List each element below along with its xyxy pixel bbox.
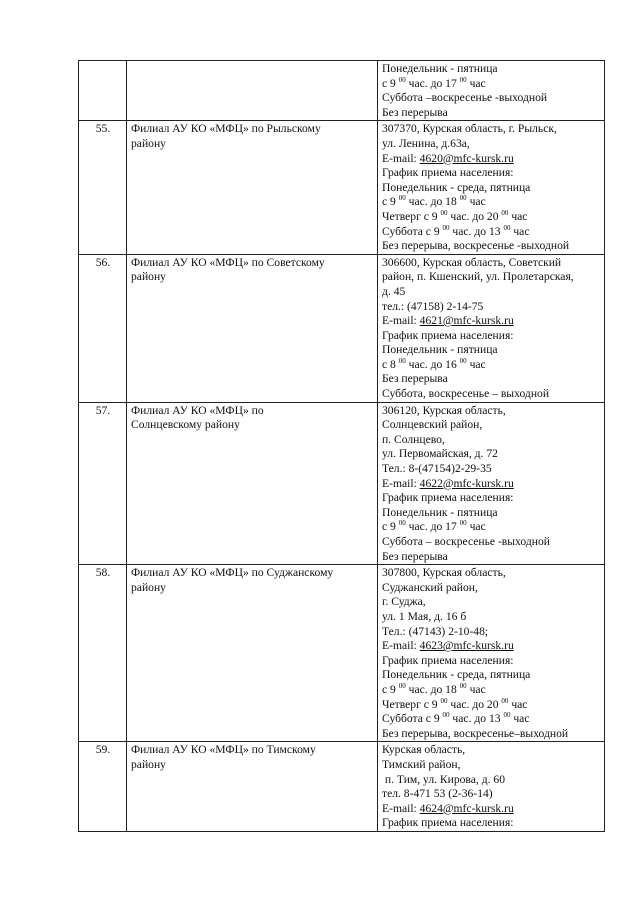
phone-line: тел.: (47158) 2-14-75 [382,299,484,313]
schedule-hours: с 9 $^{00}$ час. до 18 $^{00}$ час [382,194,486,209]
branch-name [127,61,378,121]
schedule-break: Без перерыва [382,549,448,563]
email-line: E-mail: 4622@mfc-kursk.ru [382,476,514,490]
row-number: 56. [79,254,127,402]
address-line: ул. 1 Мая, д. 16 б [382,609,467,623]
schedule-weekend: Суббота, воскресенье – выходной [382,387,550,401]
schedule-hours: Суббота с 9 $^{00}$ час. до 13 $^{00}$ час [382,223,530,238]
schedule-title: График приема населения: [382,328,514,342]
branch-name: Филиал АУ КО «МФЦ» по Рыльскому району [127,121,378,254]
address-line: Солнцевский район, [382,418,483,432]
address-line: Курская область, [382,743,466,757]
address-line: район, п. Кшенский, ул. Пролетарская, [382,270,574,284]
address-line: ул. Ленина, д.63а, [382,136,470,150]
email-link[interactable]: 4622@mfc-kursk.ru [419,476,514,490]
table-row [79,61,605,121]
table-row [79,565,605,742]
schedule-final: Без перерыва, воскресенье–выходной [382,726,569,740]
branch-name: Филиал АУ КО «МФЦ» по Суджанскому району [127,565,378,742]
row-number: 57. [79,402,127,565]
email-link[interactable]: 4624@mfc-kursk.ru [419,801,514,815]
branch-info [378,254,605,402]
email-link[interactable]: 4623@mfc-kursk.ru [419,639,514,653]
email-line: E-mail: 4621@mfc-kursk.ru [382,314,514,328]
address-line: ул. Первомайская, д. 72 [382,447,498,461]
email-line: E-mail: 4620@mfc-kursk.ru [382,151,514,165]
schedule-weekend: Суббота –воскресенье -выходной [382,91,548,105]
phone-line: Тел.: (47143) 2-10-48; [382,624,489,638]
address-line: д. 45 [382,284,406,298]
address-line: Тимский район, [382,757,461,771]
email-link[interactable]: 4620@mfc-kursk.ru [419,151,514,165]
schedule-title: График приема населения: [382,491,514,505]
row-number: 58. [79,565,127,742]
schedule-days: Понедельник - пятница [382,343,498,357]
email-line: E-mail: 4623@mfc-kursk.ru [382,639,514,653]
schedule-days: Понедельник - пятница [382,505,498,519]
phone-line: тел. 8-471 53 (2-36-14) [382,787,493,801]
table-row [79,742,605,832]
branch-name: Филиал АУ КО «МФЦ» по Тимскому району [127,742,378,832]
schedule-hours: Суббота с 9 $^{00}$ час. до 13 $^{00}$ час [382,711,530,726]
table-row [79,121,605,254]
address-line: п. Тим, ул. Кирова, д. 60 [382,772,505,786]
table-row [79,402,605,565]
schedule-title: График приема населения: [382,166,514,180]
schedule-title: График приема населения: [382,653,514,667]
schedule-hours: с 9 $^{00}$ час. до 17 $^{00}$ час [382,519,486,534]
row-number [79,61,127,121]
row-number: 55. [79,121,127,254]
address-line: п. Солнцево, [382,432,445,446]
phone-line: Тел.: 8-(47154)2-29-35 [382,462,492,476]
address-line: Суджанский район, [382,580,478,594]
branch-info [378,565,605,742]
branch-table [78,60,605,832]
branch-info [378,742,605,832]
branch-info [378,61,605,121]
branch-name: Филиал АУ КО «МФЦ» по Советскому району [127,254,378,402]
schedule-hours: с 8 $^{00}$ час. до 16 $^{00}$ час [382,356,486,371]
schedule-hours: с 9 $^{00}$ час. до 18 $^{00}$ час [382,681,486,696]
branch-info [378,121,605,254]
schedule-break: Без перерыва [382,372,448,386]
schedule-hours: Четверг с 9 $^{00}$ час. до 20 $^{00}$ час [382,208,528,223]
schedule-days: Понедельник - пятница [382,62,498,75]
address-line: 306600, Курская область, Советский [382,255,562,269]
address-line: г. Суджа, [382,595,426,609]
schedule-days: Понедельник - среда, пятница [382,180,531,194]
row-number: 59. [79,742,127,832]
table-row [79,254,605,402]
schedule-hours: с 9 $^{00}$ час. до 17 $^{00}$ час [382,75,486,90]
schedule-weekend: Суббота – воскресенье -выходной [382,535,550,548]
schedule-break: Без перерыва [382,105,448,119]
schedule-days: Понедельник - среда, пятница [382,668,531,682]
branch-info [378,402,605,565]
schedule-hours: Четверг с 9 $^{00}$ час. до 20 $^{00}$ час [382,696,528,711]
schedule-final: Без перерыва, воскресенье -выходной [382,239,570,253]
address-line: 307800, Курская область, [382,566,506,580]
address-line: 306120, Курская область, [382,403,506,417]
email-line: E-mail: 4624@mfc-kursk.ru [382,801,514,815]
address-line: 307370, Курская область, г. Рыльск, [382,122,557,136]
email-link[interactable]: 4621@mfc-kursk.ru [419,314,514,328]
schedule-title: График приема населения: [382,816,514,830]
branch-name: Филиал АУ КО «МФЦ» по Солнцевскому району [127,402,378,565]
